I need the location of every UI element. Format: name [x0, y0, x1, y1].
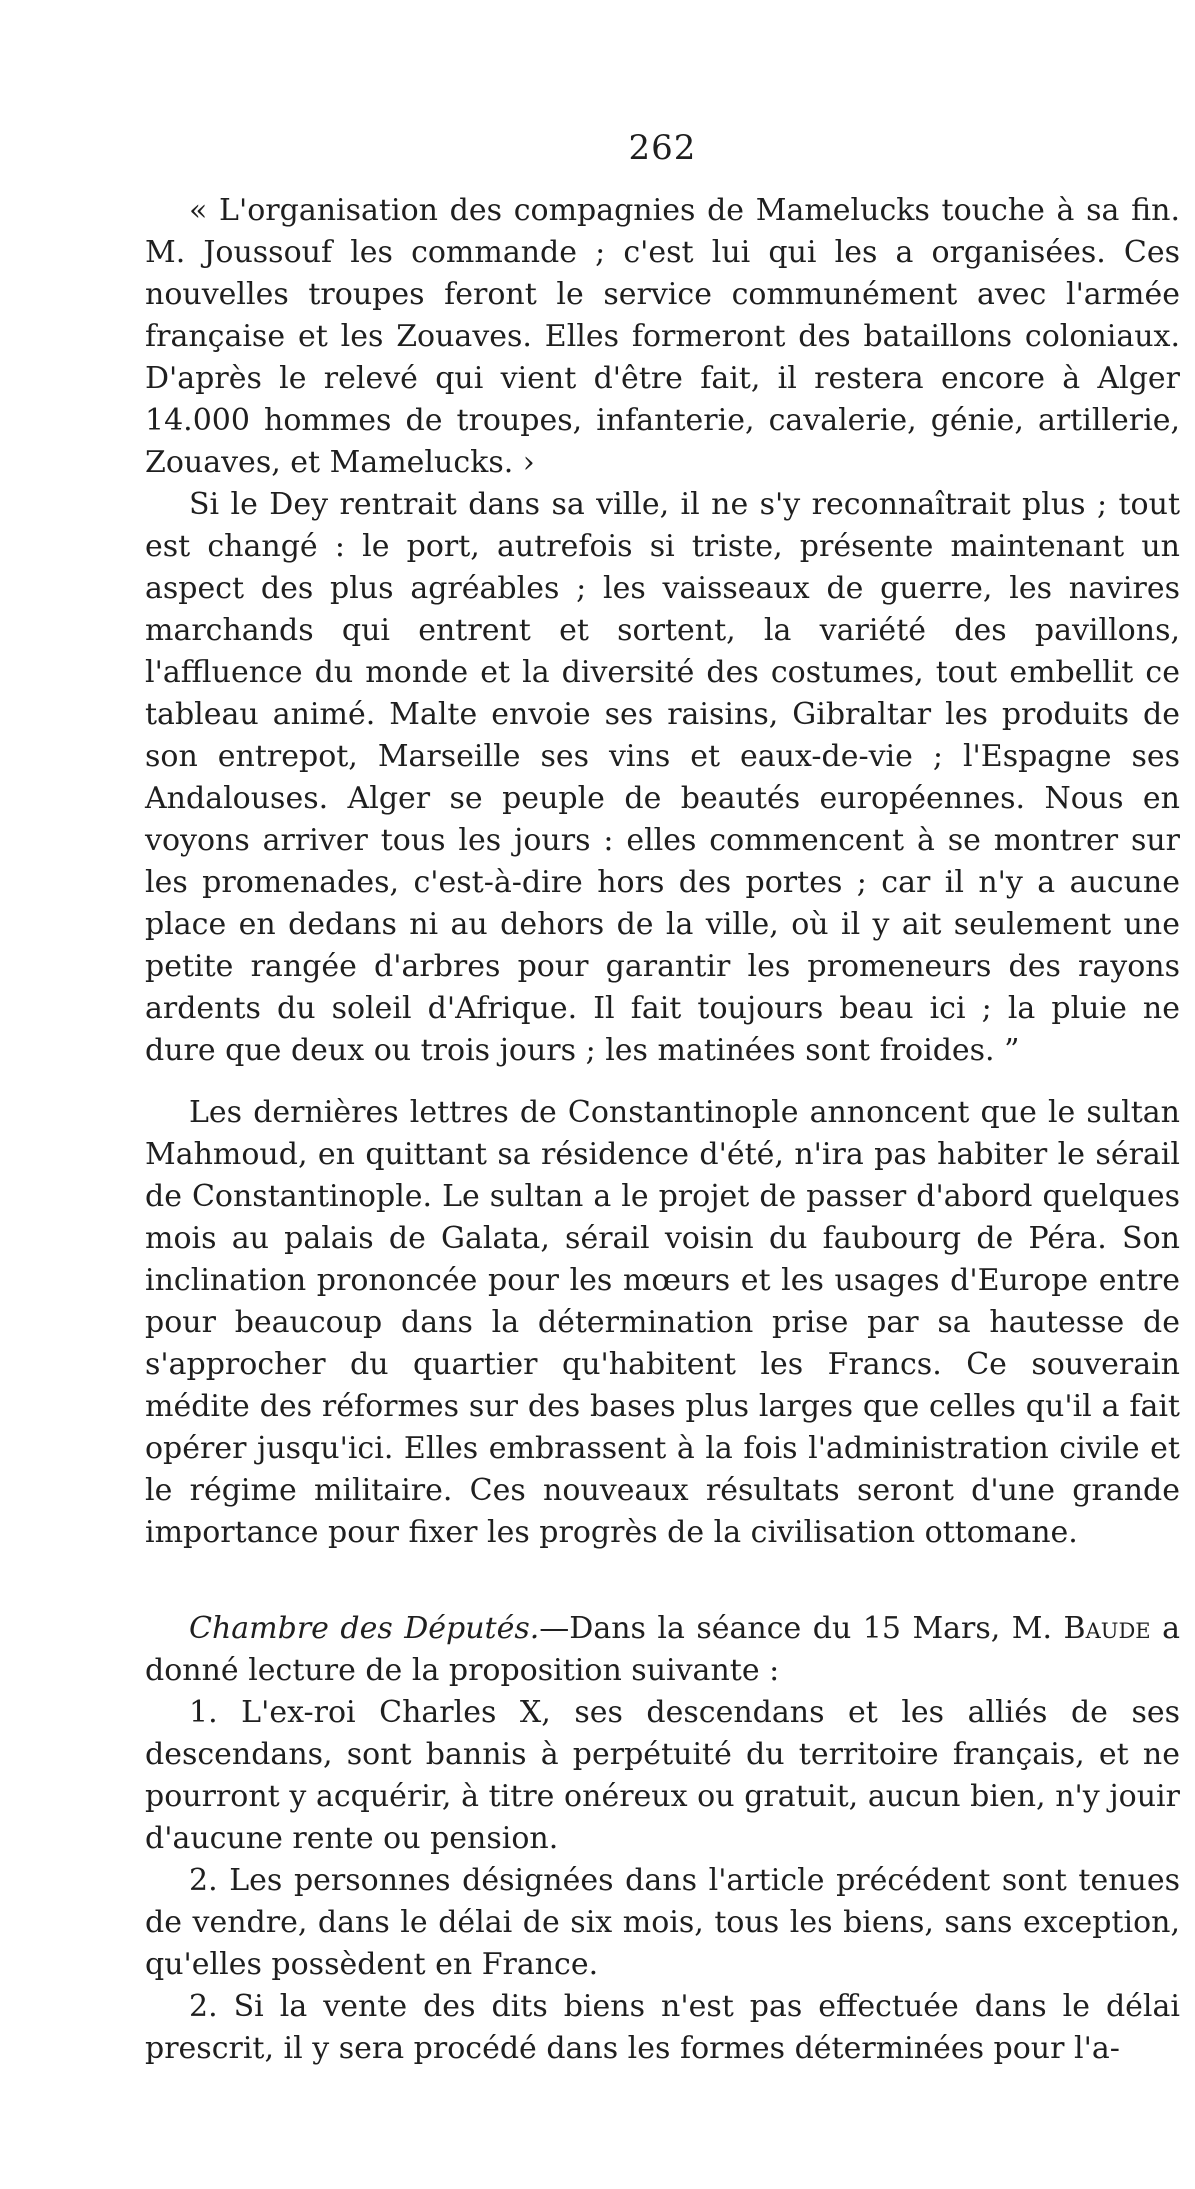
paragraph-algiers-changes: Si le Dey rentrait dans sa ville, il ne s'y reconnaîtrait plus ; tout est changé : le port, autrefois si triste, présente maintenant un aspect des plus agréables ; les vaisseaux de guerre, les navires marchands qui entrent et sortent, la variété des pavillons, l'affluence du monde et la diversité des costumes, tout embellit ce tableau animé. Malte envoie ses raisins, Gibraltar les produits de son entrepot, Marseille ses vins et eaux-de-vie ; l'Espagne ses Andalouses. Alger se peuple de beautés européennes. Nous en voyons arriver tous les jours : elles commencent à se montrer sur les promenades, c'est-à-dire hors des portes ; car il n'y a aucune place en dedans ni au dehors de la ville, où il y ait seulement une petite rangée d'arbres pour garantir les promeneurs des rayons ardents du soleil d'Afrique. Il fait toujours beau ici ; la pluie ne dure que deux ou trois jours ; les matinées sont froides. ”	[145, 487, 1180, 1068]
section-text-b: a donné lecture de la proposition suivante :	[145, 1611, 1180, 1688]
article-3: 2. Si la vente des dits biens n'est pas effectuée dans le délai prescrit, il y sera procédé dans les formes déterminées pour l'a-	[145, 1989, 1180, 2066]
section-heading: Chambre des Députés.	[189, 1611, 540, 1646]
paragraph-chamber-deputies	[145, 1608, 1180, 1692]
section-text-a: —Dans la séance du 15 Mars, M.	[539, 1611, 1064, 1646]
article-2: 2. Les personnes désignées dans l'article précédent sont tenues de vendre, dans le délai de six mois, tous les biens, sans exception, qu'elles possèdent en France.	[145, 1863, 1180, 1982]
deputy-name: Baude	[1063, 1611, 1151, 1646]
article-1: 1. L'ex-roi Charles X, ses descendans et les alliés de ses descendans, sont bannis à perpétuité du territoire français, et ne pourront y acquérir, à titre onéreux ou gratuit, aucun bien, n'y jouir d'aucune rente ou pension.	[145, 1695, 1180, 1856]
page-number: 262	[628, 128, 697, 168]
document-page	[145, 128, 1180, 2070]
paragraph-constantinople: Les dernières lettres de Constantinople annoncent que le sultan Mahmoud, en quittant sa résidence d'été, n'ira pas habiter le sérail de Constantinople. Le sultan a le projet de passer d'abord quelques mois au palais de Galata, sérail voisin du faubourg de Péra. Son inclination prononcée pour les mœurs et les usages d'Europe entre pour beaucoup dans la détermination prise par sa hautesse de s'approcher du quartier qu'habitent les Francs. Ce souverain médite des réformes sur des bases plus larges que celles qu'il a fait opérer jusqu'ici. Elles embrassent à la fois l'administration civile et le régime militaire. Ces nouveaux résultats seront d'une grande importance pour fixer les progrès de la civilisation ottomane.	[145, 1095, 1180, 1550]
paragraph-algiers-mamelucks: « L'organisation des compagnies de Mamelucks touche à sa fin. M. Joussouf les commande ; c'est lui qui les a organisées. Ces nouvelles troupes feront le service communément avec l'armée française et les Zouaves. Elles formeront des bataillons coloniaux. D'après le relevé qui vient d'être fait, il restera encore à Alger 14.000 hommes de troupes, infanterie, cavalerie, génie, artillerie, Zouaves, et Mamelucks. ›	[145, 193, 1180, 480]
